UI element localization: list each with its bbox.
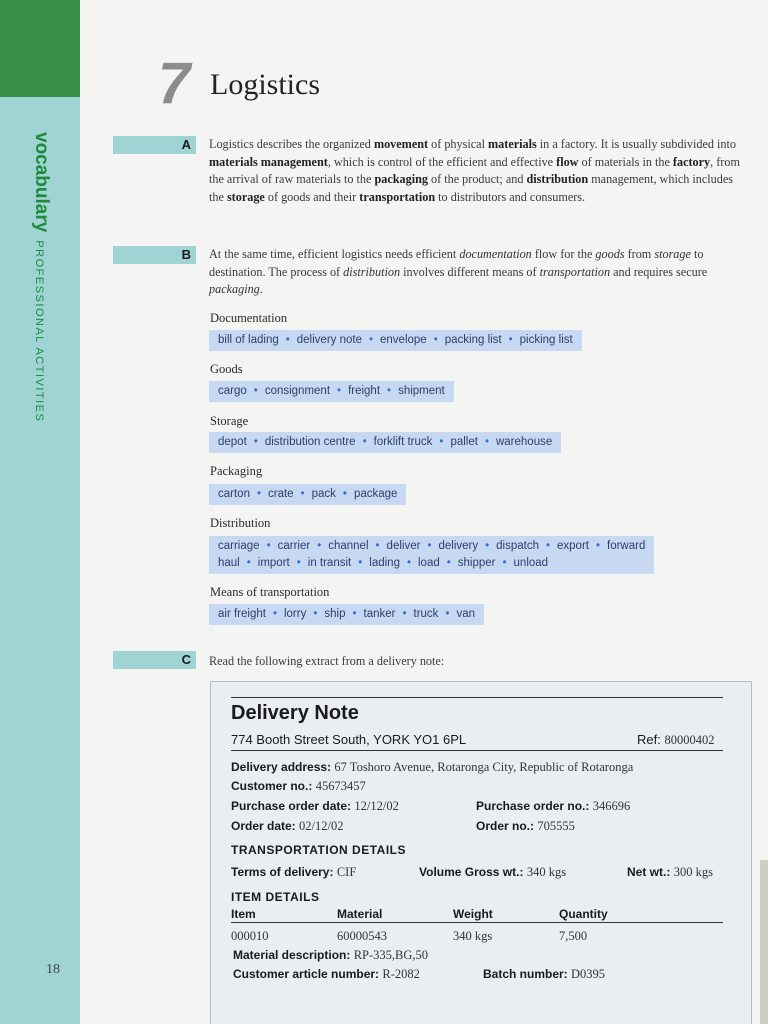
word-list bbox=[209, 536, 654, 574]
divider bbox=[231, 697, 723, 698]
bullet-separator: • bbox=[439, 436, 444, 448]
customer-article-number: Customer article number: R-2082 bbox=[233, 967, 420, 981]
reference: Ref: 80000402 bbox=[637, 732, 715, 747]
vocabulary-word: tanker bbox=[363, 608, 396, 620]
category-label: Goods bbox=[210, 362, 243, 376]
table-cell: 000010 bbox=[231, 929, 269, 943]
column-header: Item bbox=[231, 907, 256, 921]
vocabulary-word: deliver bbox=[386, 540, 421, 552]
table-cell: 7,500 bbox=[559, 929, 588, 943]
word-row bbox=[218, 538, 645, 555]
category-label: Means of transportation bbox=[210, 585, 330, 599]
bullet-separator: • bbox=[253, 436, 258, 448]
word-list bbox=[209, 484, 406, 505]
purchase-order-date: Purchase order date: 12/12/02 bbox=[231, 799, 399, 813]
vocabulary-word: in transit bbox=[307, 557, 352, 569]
divider bbox=[231, 750, 723, 751]
vocabulary-word: dispatch bbox=[496, 540, 539, 552]
delivery-note bbox=[210, 681, 752, 1024]
bullet-separator: • bbox=[253, 385, 258, 397]
bullet-separator: • bbox=[502, 557, 507, 569]
item-details-heading: ITEM DETAILS bbox=[231, 890, 320, 904]
vocabulary-word: consignment bbox=[264, 385, 331, 397]
bullet-separator: • bbox=[446, 557, 451, 569]
column-header: Quantity bbox=[559, 907, 608, 921]
bullet-separator: • bbox=[342, 488, 347, 500]
bullet-separator: • bbox=[402, 608, 407, 620]
bullet-separator: • bbox=[317, 540, 322, 552]
vocabulary-word: export bbox=[557, 540, 589, 552]
order-date: Order date: 02/12/02 bbox=[231, 819, 344, 833]
vocabulary-word: lading bbox=[369, 557, 400, 569]
bullet-separator: • bbox=[266, 540, 271, 552]
word-row bbox=[218, 606, 475, 623]
customer-number: Customer no.: 45673457 bbox=[231, 779, 366, 793]
vocabulary-word: packing list bbox=[444, 334, 502, 346]
divider bbox=[231, 922, 723, 923]
bullet-separator: • bbox=[595, 540, 601, 552]
word-row bbox=[218, 332, 573, 349]
transportation-heading: TRANSPORTATION DETAILS bbox=[231, 843, 406, 857]
vocabulary-word: forklift truck bbox=[373, 436, 433, 448]
vocabulary-word: ship bbox=[324, 608, 346, 620]
vocabulary-word: air freight bbox=[218, 608, 266, 620]
section-c-marker: C bbox=[113, 651, 196, 669]
vocabulary-word: cargo bbox=[218, 385, 247, 397]
vocabulary-word: import bbox=[257, 557, 290, 569]
vocabulary-word: freight bbox=[348, 385, 381, 397]
page-number: 18 bbox=[46, 962, 60, 977]
vocabulary-word: haul bbox=[218, 557, 240, 569]
vocabulary-word: channel bbox=[328, 540, 369, 552]
category-label: Storage bbox=[210, 414, 249, 428]
section-c-instruction: Read the following extract from a delivery note: bbox=[209, 654, 445, 668]
vocabulary-word: carriage bbox=[218, 540, 260, 552]
bullet-separator: • bbox=[406, 557, 411, 569]
bullet-separator: • bbox=[485, 540, 490, 552]
bullet-separator: • bbox=[296, 557, 301, 569]
bullet-separator: • bbox=[352, 608, 357, 620]
section-b-paragraph: At the same time, efficient logistics needs efficient documentation flow for the goods from storage to destination. The process of distribution involves different means of transportation and requires secure packaging. bbox=[209, 247, 708, 296]
category-label: Packaging bbox=[210, 464, 263, 478]
word-list bbox=[209, 432, 561, 453]
word-list bbox=[209, 381, 454, 402]
category-label: Documentation bbox=[210, 311, 288, 325]
vocabulary-word: load bbox=[418, 557, 440, 569]
bullet-separator: • bbox=[445, 608, 450, 620]
vocabulary-word: shipment bbox=[398, 385, 445, 397]
word-list bbox=[209, 330, 582, 351]
vocabulary-word: pack bbox=[311, 488, 336, 500]
vocabulary-word: delivery note bbox=[296, 334, 362, 346]
bullet-separator: • bbox=[246, 557, 251, 569]
vocabulary-word: lorry bbox=[283, 608, 307, 620]
section-b-marker: B bbox=[113, 246, 196, 264]
word-row bbox=[218, 486, 397, 503]
bullet-separator: • bbox=[300, 488, 305, 500]
word-row bbox=[218, 434, 552, 451]
column-header: Material bbox=[337, 907, 383, 921]
bullet-separator: • bbox=[427, 540, 432, 552]
category-label: Distribution bbox=[210, 516, 271, 530]
vocabulary-word: depot bbox=[218, 436, 247, 448]
word-row bbox=[218, 555, 645, 572]
chapter-number: 7 bbox=[158, 51, 191, 116]
section-a-marker: A bbox=[113, 136, 196, 154]
terms-of-delivery: Terms of delivery: CIF bbox=[231, 865, 357, 879]
vocabulary-word: package bbox=[353, 488, 398, 500]
vocabulary-word: shipper bbox=[457, 557, 496, 569]
word-list bbox=[209, 604, 484, 625]
sender-address: 774 Booth Street South, YORK YO1 6PL bbox=[231, 732, 467, 747]
vocabulary-word: carton bbox=[218, 488, 250, 500]
vocabulary-word: envelope bbox=[380, 334, 427, 346]
delivery-note-title: Delivery Note bbox=[231, 702, 359, 724]
vocabulary-word: pallet bbox=[450, 436, 478, 448]
sidebar-vertical-label bbox=[30, 132, 54, 432]
professional-activities-label: PROFESSIONAL ACTIVITIES bbox=[33, 240, 45, 423]
vocabulary-word: forward bbox=[607, 540, 646, 552]
vocabulary-word: carrier bbox=[277, 540, 311, 552]
bullet-separator: • bbox=[368, 334, 374, 346]
bullet-separator: • bbox=[313, 608, 318, 620]
bullet-separator: • bbox=[545, 540, 551, 552]
purchase-order-number: Purchase order no.: 346696 bbox=[476, 799, 631, 813]
order-number: Order no.: 705555 bbox=[476, 819, 575, 833]
vocabulary-word: van bbox=[456, 608, 476, 620]
column-header: Weight bbox=[453, 907, 493, 921]
bullet-separator: • bbox=[387, 385, 392, 397]
table-cell: 60000543 bbox=[337, 929, 387, 943]
net-weight: Net wt.: 300 kgs bbox=[627, 865, 713, 879]
bullet-separator: • bbox=[362, 436, 367, 448]
bullet-separator: • bbox=[256, 488, 261, 500]
gross-weight: Volume Gross wt.: 340 kgs bbox=[419, 865, 567, 879]
bullet-separator: • bbox=[358, 557, 363, 569]
vocabulary-word: picking list bbox=[519, 334, 573, 346]
vocabulary-word: crate bbox=[268, 488, 294, 500]
vocabulary-word: distribution centre bbox=[264, 436, 356, 448]
batch-number: Batch number: D0395 bbox=[483, 967, 606, 981]
word-row bbox=[218, 383, 445, 400]
page-edge bbox=[760, 860, 768, 1024]
sidebar-header-block bbox=[0, 0, 80, 97]
page-title: Logistics bbox=[210, 68, 320, 101]
vocabulary-label: vocabulary bbox=[31, 132, 52, 233]
bullet-separator: • bbox=[433, 334, 438, 346]
vocabulary-word: warehouse bbox=[495, 436, 553, 448]
vocabulary-word: delivery bbox=[438, 540, 479, 552]
delivery-address: Delivery address: 67 Toshoro Avenue, Rotaronga City, Republic of Rotaronga bbox=[231, 760, 634, 774]
table-cell: 340 kgs bbox=[453, 929, 493, 943]
section-a-paragraph: Logistics describes the organized movement of physical materials in a factory. It is usually subdivided into materials management, which is control of the efficient and effective flow of materials in the factory, from the arrival of raw materials to the packaging of the product; and distribution management, which includes the storage of goods and their transportation to distributors and consumers. bbox=[209, 137, 740, 204]
vocabulary-word: bill of lading bbox=[218, 334, 279, 346]
vocabulary-word: unload bbox=[513, 557, 549, 569]
bullet-separator: • bbox=[272, 608, 277, 620]
vocabulary-word: truck bbox=[413, 608, 439, 620]
bullet-separator: • bbox=[285, 334, 290, 346]
material-description: Material description: RP-335,BG,50 bbox=[233, 948, 429, 962]
bullet-separator: • bbox=[337, 385, 342, 397]
bullet-separator: • bbox=[375, 540, 380, 552]
bullet-separator: • bbox=[484, 436, 489, 448]
bullet-separator: • bbox=[508, 334, 513, 346]
